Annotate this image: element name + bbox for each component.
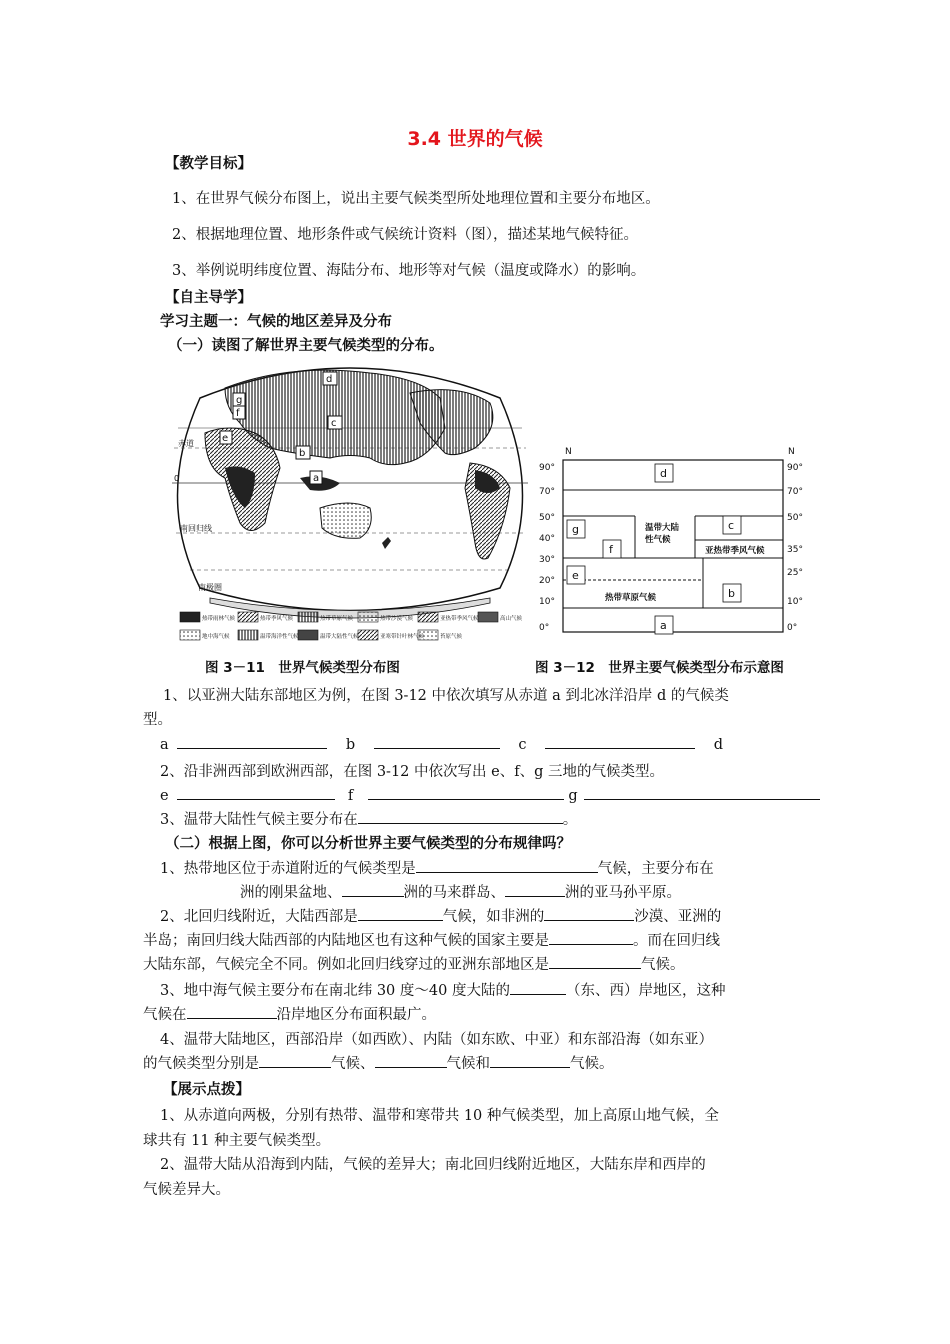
r4: 4、温带大陆地区，西部沿岸（如西欧）、内陆（如东欧、中亚）和东部沿海（如东亚） <box>160 1032 713 1048</box>
svg-text:90°: 90° <box>539 463 555 473</box>
blank-r1-b[interactable] <box>342 881 404 897</box>
letter-b: b <box>345 737 356 753</box>
svg-text:亚热带季风气候: 亚热带季风气候 <box>440 616 479 622</box>
svg-text:10°: 10° <box>539 597 555 607</box>
r3b: 气候在 沿岸地区分布面积最广。 <box>143 1003 436 1027</box>
diagram-box-b: b <box>728 587 735 600</box>
svg-text:50°: 50° <box>539 513 555 523</box>
diagram-box-f: f <box>609 543 613 556</box>
blank-r4-b[interactable] <box>375 1052 447 1068</box>
climate-schematic-diagram <box>535 440 825 650</box>
svg-text:N: N <box>788 447 795 457</box>
blank-r4-a[interactable] <box>259 1052 331 1068</box>
svg-text:35°: 35° <box>787 545 803 555</box>
svg-text:70°: 70° <box>539 487 555 497</box>
r1: 1、热带地区位于赤道附近的气候类型是 气候，主要分布在 <box>160 857 714 881</box>
svg-text:苔原气候: 苔原气候 <box>440 634 463 640</box>
map-label-a: a <box>313 473 320 484</box>
section-display: 【展示点拨】 <box>163 1082 250 1098</box>
svg-text:10°: 10° <box>787 597 803 607</box>
blank-r1-a[interactable] <box>416 857 598 873</box>
blank-c[interactable] <box>545 733 695 749</box>
svg-text:性气候: 性气候 <box>645 535 671 545</box>
svg-text:40°: 40° <box>539 534 555 544</box>
svg-text:热带沙漠气候: 热带沙漠气候 <box>380 616 414 622</box>
blank-g[interactable] <box>584 784 820 800</box>
diagram-box-e: e <box>572 569 579 582</box>
map-legend <box>178 606 533 650</box>
svg-text:南极圈: 南极圈 <box>198 583 222 592</box>
svg-text:0°: 0° <box>539 623 550 633</box>
world-climate-map <box>170 358 530 648</box>
letter-f: f <box>347 788 354 804</box>
diagram-box-d: d <box>660 467 667 480</box>
d1b: 球共有 11 种主要气候类型。 <box>143 1133 331 1149</box>
svg-text:0°: 0° <box>787 623 798 633</box>
svg-text:25°: 25° <box>787 568 803 578</box>
d2: 2、温带大陆从沿海到内陆，气候的差异大；南北回归线附近地区，大陆东岸和西岸的 <box>160 1157 706 1173</box>
blank-r3-a[interactable] <box>510 979 566 995</box>
svg-text:70°: 70° <box>787 487 803 497</box>
blank-b[interactable] <box>374 733 500 749</box>
blank-r3-b[interactable] <box>187 1003 277 1019</box>
blank-r1-c[interactable] <box>505 881 565 897</box>
svg-text:热带草原气候: 热带草原气候 <box>605 593 657 603</box>
blank-f[interactable] <box>368 784 564 800</box>
letter-c: c <box>518 737 527 753</box>
d1: 1、从赤道向两极，分别有热带、温带和寒带共 10 种气候类型，加上高原山地气候，全 <box>160 1108 719 1124</box>
blank-a[interactable] <box>177 733 327 749</box>
svg-text:热带雨林气候: 热带雨林气候 <box>202 616 236 622</box>
r4b: 的气候类型分别是 气候、 气候和 气候。 <box>143 1052 614 1076</box>
letter-g: g <box>568 788 578 804</box>
goal-2: 2、根据地理位置、地形条件或气候统计资料（图），描述某地气候特征。 <box>172 227 638 243</box>
q1-blanks <box>160 733 723 757</box>
map-label-f: f <box>236 408 240 419</box>
svg-text:30°: 30° <box>539 555 555 565</box>
map-label-d: d <box>326 374 333 385</box>
svg-text:亚热带季风气候: 亚热带季风气候 <box>705 546 765 556</box>
map-label-g: g <box>236 395 243 406</box>
q1-line1: 1、以亚洲大陆东部地区为例，在图 3-12 中依次填写从赤道 a 到北冰洋沿岸 d 的气候类 <box>163 688 729 704</box>
part-2-heading: （二）根据上图，你可以分析世界主要气候类型的分布规律吗？ <box>165 836 571 852</box>
svg-text:赤道: 赤道 <box>178 439 194 448</box>
svg-text:南回归线: 南回归线 <box>180 524 212 533</box>
diagram-box-c: c <box>728 519 735 532</box>
r2b: 半岛；南回归线大陆西部的内陆地区也有这种气候的国家主要是 。而在回归线 <box>143 929 720 953</box>
diagram-box-g: g <box>572 523 579 536</box>
q3: 3、温带大陆性气候主要分布在 。 <box>160 808 577 832</box>
svg-text:20°: 20° <box>539 576 555 586</box>
svg-text:地中海气候: 地中海气候 <box>202 634 230 640</box>
caption-figure-3-11: 图 3－11 世界气候类型分布图 <box>205 660 400 676</box>
svg-text:高山气候: 高山气候 <box>500 616 523 622</box>
svg-text:亚寒带针叶林气候: 亚寒带针叶林气候 <box>380 634 425 640</box>
part-1-heading: （一）读图了解世界主要气候类型的分布。 <box>168 338 444 354</box>
blank-e[interactable] <box>177 784 335 800</box>
svg-text:热带草原气候: 热带草原气候 <box>320 616 354 622</box>
section-goals: 【教学目标】 <box>165 156 252 172</box>
q2-blanks <box>160 784 820 808</box>
r2c: 大陆东部，气候完全不同。例如北回归线穿过的亚洲东部地区是 气候。 <box>143 953 685 977</box>
q2-line: 2、沿非洲西部到欧洲西部，在图 3-12 中依次写出 e、f、g 三地的气候类型。 <box>160 764 664 780</box>
blank-q3[interactable] <box>358 808 563 824</box>
q1-line2: 型。 <box>143 712 172 728</box>
svg-text:90°: 90° <box>787 463 803 473</box>
blank-r2-b[interactable] <box>544 905 634 921</box>
topic-1: 学习主题一：气候的地区差异及分布 <box>160 314 392 330</box>
svg-text:热带季风气候: 热带季风气候 <box>260 616 294 622</box>
r2: 2、北回归线附近，大陆西部是 气候，如非洲的 沙漠、亚洲的 <box>160 905 721 929</box>
r3: 3、地中海气候主要分布在南北纬 30 度～40 度大陆的 （东、西）岸地区，这种 <box>160 979 725 1003</box>
svg-text:温带大陆性气候: 温带大陆性气候 <box>320 634 359 640</box>
svg-text:0: 0 <box>174 474 180 483</box>
diagram-box-a: a <box>660 619 667 632</box>
goal-3: 3、举例说明纬度位置、海陆分布、地形等对气候（温度或降水）的影响。 <box>172 263 646 279</box>
blank-r4-c[interactable] <box>490 1052 570 1068</box>
section-self-study: 【自主导学】 <box>165 290 252 306</box>
letter-a: a <box>160 737 169 753</box>
svg-text:温带海洋性气候: 温带海洋性气候 <box>260 634 299 640</box>
blank-r2-a[interactable] <box>358 905 443 921</box>
r1b: 洲的刚果盆地、 洲的马来群岛、 洲的亚马孙平原。 <box>240 881 681 905</box>
map-label-b: b <box>299 448 306 459</box>
map-label-c: c <box>331 418 337 429</box>
blank-r2-d[interactable] <box>549 953 641 969</box>
d2b: 气候差异大。 <box>143 1182 230 1198</box>
svg-text:温带大陆: 温带大陆 <box>645 523 680 533</box>
goal-1: 1、在世界气候分布图上，说出主要气候类型所处地理位置和主要分布地区。 <box>172 191 660 207</box>
svg-text:50°: 50° <box>787 513 803 523</box>
letter-e: e <box>160 788 169 804</box>
letter-d: d <box>713 737 724 753</box>
map-label-e: e <box>222 433 229 444</box>
caption-figure-3-12: 图 3－12 世界主要气候类型分布示意图 <box>535 660 784 676</box>
svg-text:N: N <box>565 447 572 457</box>
page-title: 3.4 世界的气候 <box>407 128 543 150</box>
blank-r2-c[interactable] <box>549 929 633 945</box>
